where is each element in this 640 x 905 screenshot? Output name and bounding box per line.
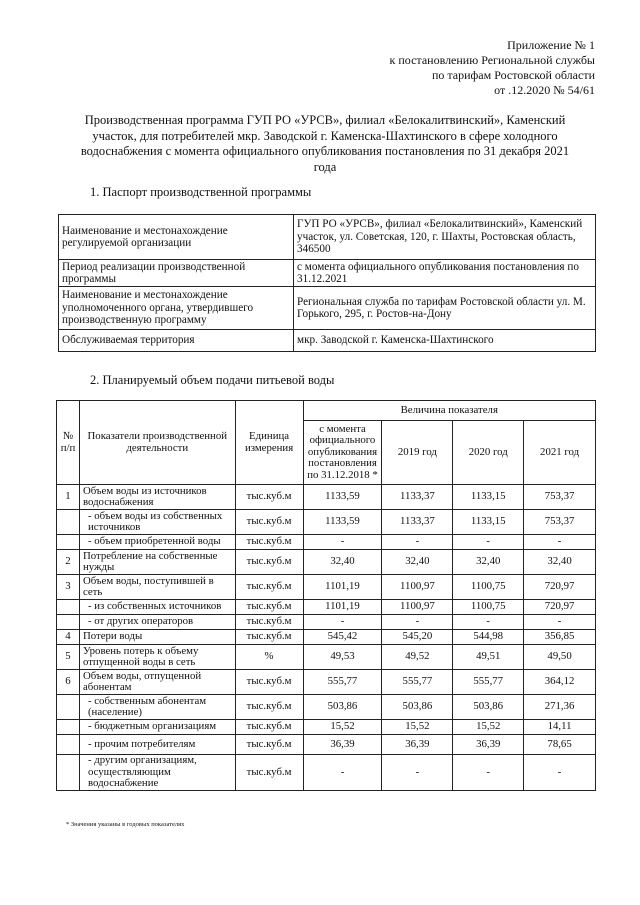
row-unit: тыс.куб.м [235,485,303,510]
row-num: 3 [57,575,80,600]
appendix-line-1: Приложение № 1 [507,38,595,52]
row-value-2019: 1100,97 [382,600,453,615]
title-line-4: года [313,159,337,174]
row-unit: тыс.куб.м [235,755,303,791]
row-value-period: 15,52 [303,720,382,735]
header-value-group: Величина показателя [303,401,595,421]
row-value-2019: 1133,37 [382,510,453,535]
row-value-2020: - [453,535,524,550]
water-volume-table [56,400,596,791]
table-row [57,550,596,575]
row-num [57,615,80,630]
row-value-2020: 1133,15 [453,510,524,535]
row-value-period: 503,86 [303,695,382,720]
row-num: 1 [57,485,80,510]
row-value-2021: 364,12 [524,670,596,695]
row-unit: тыс.куб.м [235,630,303,645]
appendix-line-3: по тарифам Ростовской области [431,68,595,82]
row-value-2021: 49,50 [524,645,596,670]
document-title [55,113,595,175]
row-indicator: - другим организациям, осуществляющим водоснабжение [79,755,235,791]
row-num: 6 [57,670,80,695]
row-num [57,755,80,791]
row-indicator: - из собственных источников [79,600,235,615]
header-col-2020: 2020 год [453,421,524,485]
section1-heading: 1. Паспорт производственной программы [90,185,312,199]
table-row [57,735,596,755]
row-value-period: 545,42 [303,630,382,645]
row-num: 2 [57,550,80,575]
row-unit: тыс.куб.м [235,535,303,550]
row-value-period: 1101,19 [303,575,382,600]
row-unit: тыс.куб.м [235,550,303,575]
row-value-2020: 1100,75 [453,575,524,600]
row-num [57,695,80,720]
row-value-period: 49,53 [303,645,382,670]
table-row [57,695,596,720]
appendix-line-2: к постановлению Региональной службы [389,53,595,67]
row-unit: % [235,645,303,670]
row-value-2020: 503,86 [453,695,524,720]
header-col-2019: 2019 год [382,421,453,485]
passport-value: с момента официального опубликования постановления по 31.12.2021 [294,260,596,287]
passport-row [59,330,596,352]
row-value-2020: 15,52 [453,720,524,735]
row-value-2021: 78,65 [524,735,596,755]
table-row [57,645,596,670]
row-value-2019: 49,52 [382,645,453,670]
row-value-2020: 32,40 [453,550,524,575]
section2-heading: 2. Планируемый объем подачи питьевой воды [90,373,335,387]
row-value-2019: 15,52 [382,720,453,735]
row-value-period: 1101,19 [303,600,382,615]
row-value-2021: - [524,535,596,550]
table-row [57,535,596,550]
row-value-2020: 544,98 [453,630,524,645]
appendix-line-4: от .12.2020 № 54/61 [494,83,595,97]
row-indicator: - объем воды из собственных источников [79,510,235,535]
row-value-period: - [303,535,382,550]
table-row [57,510,596,535]
header-indicator: Показатели производственной деятельности [79,401,235,485]
row-indicator: Уровень потерь к объему отпущенной воды в сеть [79,645,235,670]
row-indicator: Потери воды [79,630,235,645]
appendix-header [390,38,595,98]
row-num [57,735,80,755]
passport-row [59,260,596,287]
row-num: 4 [57,630,80,645]
row-indicator: - объем приобретенной воды [79,535,235,550]
row-value-2021: 271,36 [524,695,596,720]
passport-label: Наименование и местонахождение регулируемой организации [59,215,294,260]
row-value-2019: - [382,535,453,550]
row-value-2021: - [524,755,596,791]
row-indicator: Объем воды из источников водоснабжения [79,485,235,510]
row-indicator: - бюджетным организациям [79,720,235,735]
row-value-2021: 14,11 [524,720,596,735]
table-row [57,720,596,735]
row-value-2020: 1133,15 [453,485,524,510]
row-unit: тыс.куб.м [235,600,303,615]
table-row [57,600,596,615]
row-value-period: 32,40 [303,550,382,575]
row-unit: тыс.куб.м [235,615,303,630]
passport-value: ГУП РО «УРСВ», филиал «Белокалитвинский», Каменский участок, ул. Советская, 120, г. Шахты, Ростовская область, 346500 [294,215,596,260]
table-row [57,670,596,695]
row-value-2020: 1100,75 [453,600,524,615]
row-value-2019: - [382,755,453,791]
row-value-2019: 545,20 [382,630,453,645]
passport-row [59,215,596,260]
passport-row [59,287,596,330]
passport-label: Обслуживаемая территория [59,330,294,352]
title-line-1: Производственная программа ГУП РО «УРСВ», филиал «Белокалитвинский», Каменский [84,113,566,127]
row-unit: тыс.куб.м [235,575,303,600]
header-row [57,401,596,421]
row-indicator: Объем воды, отпущенной абонентам [79,670,235,695]
row-value-2019: 36,39 [382,735,453,755]
row-value-2019: 555,77 [382,670,453,695]
row-value-period: 1133,59 [303,510,382,535]
passport-table [58,214,596,352]
table-row [57,755,596,791]
row-value-2019: 503,86 [382,695,453,720]
passport-label: Наименование и местонахождение уполномоченного органа, утвердившего производственную программу [59,287,294,330]
passport-value: Региональная служба по тарифам Ростовской области ул. М. Горького, 295, г. Ростов-на-Дону [294,287,596,330]
row-value-period: 1133,59 [303,485,382,510]
row-unit: тыс.куб.м [235,670,303,695]
row-value-2021: 356,85 [524,630,596,645]
row-value-2021: 32,40 [524,550,596,575]
table-row [57,630,596,645]
row-num [57,720,80,735]
footnote: * Значения указаны в годовых показателях [66,821,185,828]
row-value-2021: - [524,615,596,630]
row-num [57,600,80,615]
row-value-2019: - [382,615,453,630]
row-unit: тыс.куб.м [235,695,303,720]
row-unit: тыс.куб.м [235,735,303,755]
row-value-2019: 32,40 [382,550,453,575]
row-unit: тыс.куб.м [235,510,303,535]
row-value-period: 36,39 [303,735,382,755]
row-value-2020: 36,39 [453,735,524,755]
row-num [57,535,80,550]
row-value-2021: 720,97 [524,600,596,615]
row-value-2021: 753,37 [524,485,596,510]
header-unit: Единица измерения [235,401,303,485]
table-row [57,615,596,630]
row-value-2020: 49,51 [453,645,524,670]
passport-value: мкр. Заводской г. Каменска-Шахтинского [294,330,596,352]
row-value-2019: 1100,97 [382,575,453,600]
row-value-2021: 753,37 [524,510,596,535]
row-value-period: - [303,615,382,630]
header-col-2021: 2021 год [524,421,596,485]
row-indicator: Потребление на собственные нужды [79,550,235,575]
row-unit: тыс.куб.м [235,720,303,735]
table-row [57,575,596,600]
row-value-2020: - [453,755,524,791]
header-col-period: с момента официального опубликования постановления по 31.12.2018 * [303,421,382,485]
row-value-period: 555,77 [303,670,382,695]
table-row [57,485,596,510]
passport-label: Период реализации производственной программы [59,260,294,287]
row-value-2020: 555,77 [453,670,524,695]
row-indicator: - собственным абонентам (население) [79,695,235,720]
row-num: 5 [57,645,80,670]
row-num [57,510,80,535]
header-num: № п/п [57,401,80,485]
row-value-period: - [303,755,382,791]
row-indicator: - прочим потребителям [79,735,235,755]
row-indicator: Объем воды, поступившей в сеть [79,575,235,600]
row-value-2019: 1133,37 [382,485,453,510]
row-value-2020: - [453,615,524,630]
row-value-2021: 720,97 [524,575,596,600]
title-line-3: водоснабжения с момента официального опубликования постановления по 31 декабря 2021 [80,144,570,158]
row-indicator: - от других операторов [79,615,235,630]
title-line-2: участок, для потребителей мкр. Заводской г. Каменска-Шахтинского в сфере холодного [92,128,558,143]
